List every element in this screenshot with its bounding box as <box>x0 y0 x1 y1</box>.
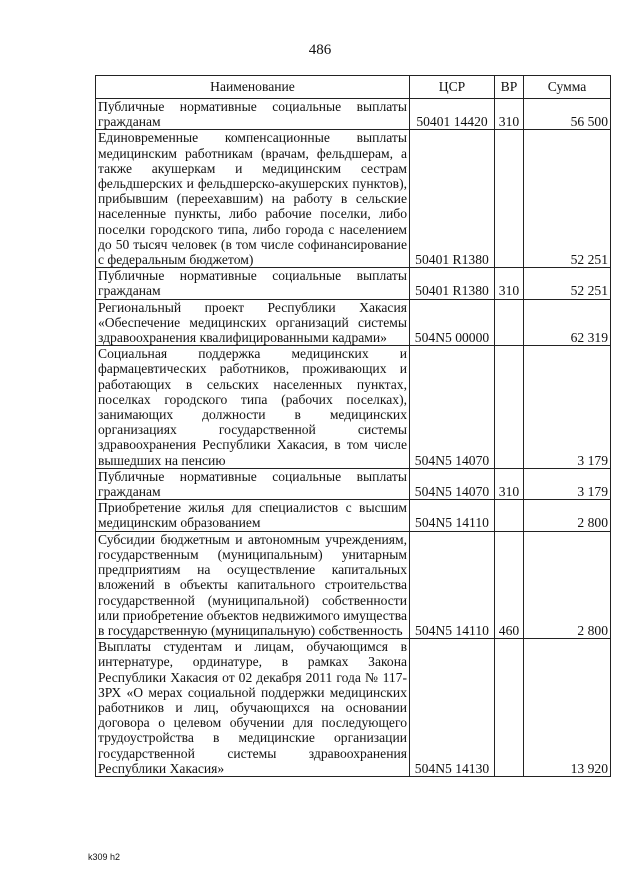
row-name: Социальная поддержка медицинских и фармацевтических работников, проживающих и работающих в сельских населенных пунктах, поселках городского типа (рабочих поселках), занимающих должности в медицинских организациях государственной системы здравоохранения Республики Хакасия, в том числе вышедших на пенсию <box>96 346 410 469</box>
row-vr <box>495 130 524 268</box>
footer-code: k309 h2 <box>88 852 121 862</box>
row-sum: 52 251 <box>524 268 611 299</box>
row-csr: 504N5 14070 <box>410 468 495 499</box>
header-sum: Сумма <box>524 76 611 99</box>
row-csr: 504N5 14130 <box>410 639 495 777</box>
row-name: Публичные нормативные социальные выплаты гражданам <box>96 99 410 130</box>
row-csr: 50401 R1380 <box>410 130 495 268</box>
row-csr: 504N5 14070 <box>410 346 495 469</box>
row-sum: 52 251 <box>524 130 611 268</box>
row-vr <box>495 500 524 531</box>
row-csr: 504N5 14110 <box>410 531 495 638</box>
table-row <box>96 500 611 531</box>
row-vr: 460 <box>495 531 524 638</box>
row-csr: 50401 R1380 <box>410 268 495 299</box>
header-vr: ВР <box>495 76 524 99</box>
row-name: Публичные нормативные социальные выплаты гражданам <box>96 268 410 299</box>
row-name: Публичные нормативные социальные выплаты гражданам <box>96 468 410 499</box>
header-name: Наименование <box>96 76 410 99</box>
row-name: Региональный проект Республики Хакасия «Обеспечение медицинских организаций системы здравоохранения квалифицированными кадрами» <box>96 299 410 346</box>
row-vr: 310 <box>495 99 524 130</box>
row-vr <box>495 346 524 469</box>
table-row <box>96 268 611 299</box>
table-row <box>96 299 611 346</box>
row-sum: 62 319 <box>524 299 611 346</box>
row-name: Приобретение жилья для специалистов с высшим медицинским образованием <box>96 500 410 531</box>
page-number: 486 <box>308 42 332 58</box>
table-row <box>96 468 611 499</box>
row-vr: 310 <box>495 268 524 299</box>
budget-table <box>95 75 611 777</box>
row-csr: 504N5 14110 <box>410 500 495 531</box>
row-vr: 310 <box>495 468 524 499</box>
row-name: Выплаты студентам и лицам, обучающимся в интернатуре, ординатуре, в рамках Закона Республики Хакасия от 02 декабря 2011 года № 117-ЗРХ «О мерах социальной поддержки медицинских работников и лиц, обучающихся на основании договора о целевом обучении для последующего трудоустройства в медицинские организации государственной системы здравоохранения Республики Хакасия» <box>96 639 410 777</box>
table-row <box>96 99 611 130</box>
header-csr: ЦСР <box>410 76 495 99</box>
table-row <box>96 531 611 638</box>
row-sum: 56 500 <box>524 99 611 130</box>
table-row <box>96 346 611 469</box>
table-row <box>96 639 611 777</box>
row-sum: 2 800 <box>524 500 611 531</box>
table-row <box>96 130 611 268</box>
row-sum: 3 179 <box>524 346 611 469</box>
table-header-row <box>96 76 611 99</box>
row-csr: 504N5 00000 <box>410 299 495 346</box>
row-sum: 13 920 <box>524 639 611 777</box>
row-vr <box>495 639 524 777</box>
row-name: Субсидии бюджетным и автономным учреждениям, государственным (муниципальным) унитарным предприятиям на осуществление капитальных вложений в объекты капитального строительства государственной (муниципальной) собственности или приобретение объектов недвижимого имущества в государственную (муниципальную) собственность <box>96 531 410 638</box>
row-sum: 2 800 <box>524 531 611 638</box>
row-csr: 50401 14420 <box>410 99 495 130</box>
row-vr <box>495 299 524 346</box>
row-sum: 3 179 <box>524 468 611 499</box>
row-name: Единовременные компенсационные выплаты медицинским работникам (врачам, фельдшерам, а также акушеркам и медицинским сестрам фельдшерских и фельдшерско-акушерских пунктов), прибывшим (переехавшим) на работу в сельские населенные пункты, либо рабочие поселки, либо поселки городского типа, либо города с населением до 50 тысяч человек (в том числе софинансирование с федеральным бюджетом) <box>96 130 410 268</box>
